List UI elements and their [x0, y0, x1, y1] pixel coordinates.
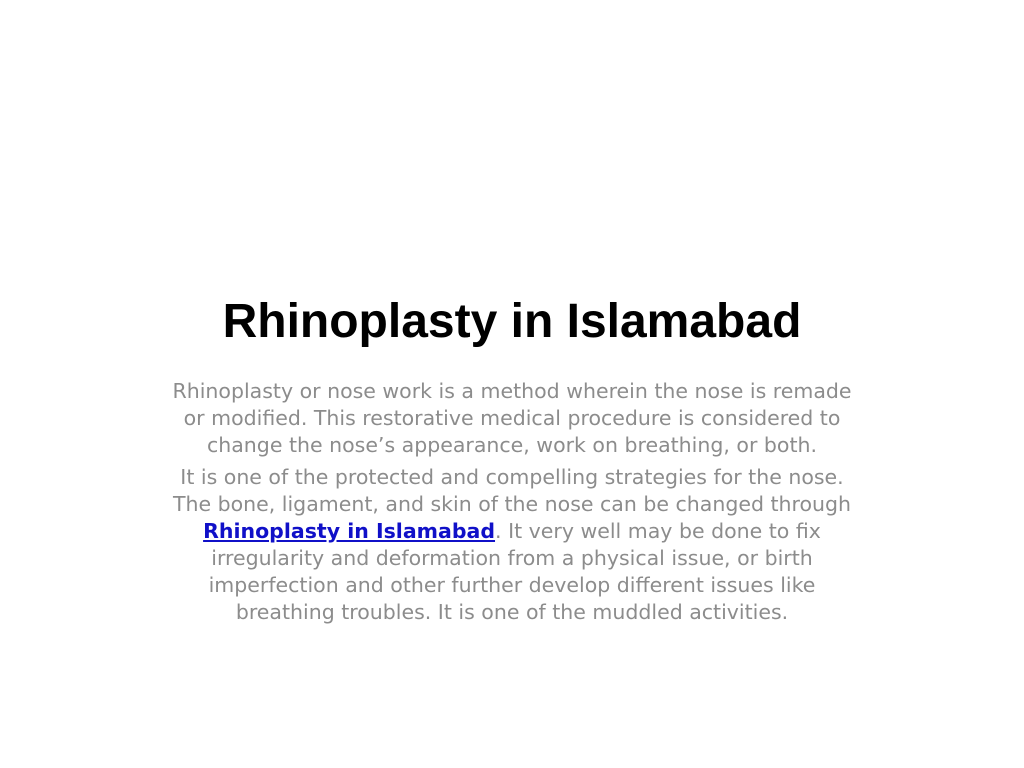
slide-body: [160, 378, 864, 631]
rhinoplasty-islamabad-link[interactable]: Rhinoplasty in Islamabad: [203, 519, 496, 543]
paragraph-1: Rhinoplasty or nose work is a method wherein the nose is remade or modified. This restorative medical procedure is considered to change the nose’s appearance, work on breathing, or both.: [172, 379, 852, 457]
paragraph-2: [160, 464, 864, 626]
slide-title: Rhinoplasty in Islamabad: [222, 295, 802, 348]
paragraph-2-before-link: It is one of the protected and compelling strategies for the nose. The bone, ligament, and skin of the nose can be changed through: [172, 465, 852, 516]
paragraph-2-after-link: . It very well may be done to fix irregularity and deformation from a physical issue, or birth imperfection and other further develop different issues like breathing troubles. It is one of the muddled activities.: [208, 519, 821, 624]
